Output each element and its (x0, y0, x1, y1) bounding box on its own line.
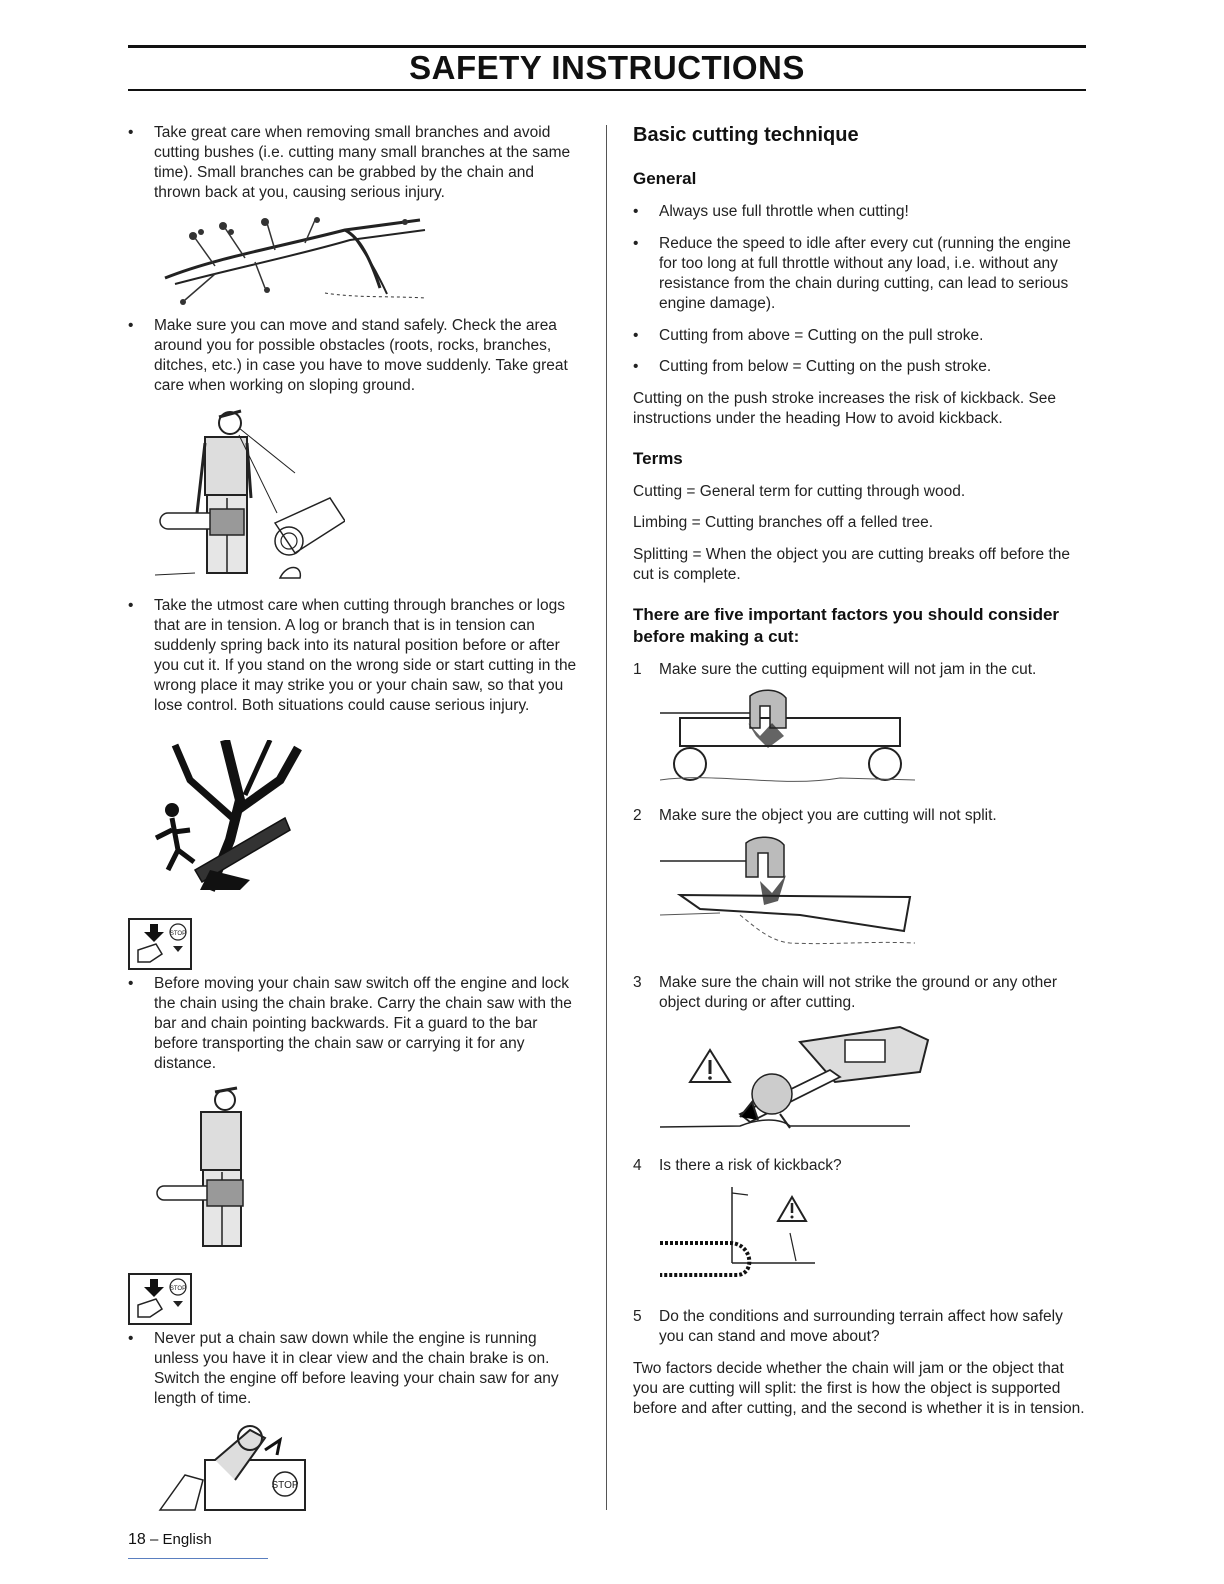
general-bullet: • Always use full throttle when cutting! (633, 203, 909, 220)
factor-item: 2 Make sure the object you are cutting will not split. (633, 807, 997, 824)
figure-jam-in-cut (660, 688, 915, 788)
page-title: SAFETY INSTRUCTIONS (409, 49, 805, 86)
figure-object-split (660, 835, 920, 955)
bullet-small-branches: • Take great care when removing small branches and avoid cutting bushes (i.e. cutting many small branches at the same time). Small branches can be grabbed by the chain and thrown back at you, causing serious injury. (128, 124, 571, 201)
factor-number: 5 (633, 1308, 642, 1325)
footer-language: English (162, 1531, 212, 1548)
general-bullet: • Reduce the speed to idle after every cut (running the engine for too long at full throttle without any load, i.e. without any resistance from the chain during cutting, can lead to serious engine damage). (633, 235, 1071, 312)
factor-number: 1 (633, 661, 642, 678)
stop-label: STOP (169, 1286, 187, 1292)
page-footer (128, 1531, 212, 1549)
figure-branch-illustration (155, 208, 440, 308)
chain-brake-stop-icon-2 (128, 1273, 192, 1325)
bullet-dot: • (128, 975, 134, 992)
bullet-dot: • (633, 358, 639, 375)
general-bullet: • Cutting from above = Cutting on the pull stroke. (633, 327, 984, 344)
figure-branch-spring-back (150, 740, 310, 900)
bullet-never-put-down: • Never put a chain saw down while the engine is running unless you have it in clear view and the chain brake is on. Switch the engine off before leaving your chain saw for any length of time. (128, 1330, 559, 1407)
term-item: Splitting = When the object you are cutting breaks off before the cut is complete. (633, 546, 1070, 583)
factor-item: 1 Make sure the cutting equipment will not jam in the cut. (633, 661, 1037, 678)
bullet-dot: • (633, 203, 639, 220)
factor-item: 5 Do the conditions and surrounding terrain affect how safely you can stand and move about? (633, 1308, 1063, 1345)
bullet-dot: • (633, 327, 639, 344)
footer-separator: – (145, 1531, 163, 1548)
bullet-before-moving: • Before moving your chain saw switch off the engine and lock the chain using the chain brake. Carry the chain saw with the bar and chain pointing backwards. Fit a guard to the bar before transporting the chain saw or carrying it for any distance. (128, 975, 572, 1072)
figure-kickback-zone (660, 1183, 820, 1283)
figure-operator-check-area (155, 403, 345, 583)
factor-number: 4 (633, 1157, 642, 1174)
term-item: Cutting = General term for cutting through wood. (633, 483, 966, 500)
bullet-dot: • (128, 124, 134, 141)
bullet-tension: • Take the utmost care when cutting through branches or logs that are in tension. A log or branch that is in tension can suddenly spring back into its natural position before or after you cut it. If you stand on the wrong side or start cutting in the wrong place it may strike you or your chain saw, so that you lose control. Both situations could cause serious injury. (128, 597, 577, 714)
stop-label: STOP (169, 931, 187, 937)
kickback-note: Cutting on the push stroke increases the risk of kickback. See instructions under the heading How to avoid kickback. (633, 390, 1057, 427)
header-bottom-rule (128, 89, 1086, 91)
term-item: Limbing = Cutting branches off a felled tree. (633, 514, 933, 531)
bullet-dot: • (128, 1330, 134, 1347)
terms-heading: Terms (633, 449, 683, 468)
bullet-dot: • (633, 235, 639, 252)
bullet-move-stand-safely: • Make sure you can move and stand safely. Check the area around you for possible obstacles (roots, rocks, branches, ditches, etc.) in case you have to move suddenly. Take great care when working on sloping ground. (128, 317, 568, 394)
factor-item: 4 Is there a risk of kickback? (633, 1157, 842, 1174)
figure-chain-strike-ground (660, 1022, 935, 1132)
bullet-dot: • (128, 597, 134, 614)
page-number: 18 (128, 1531, 146, 1548)
general-bullet: • Cutting from below = Cutting on the push stroke. (633, 358, 992, 375)
chain-brake-stop-icon (128, 918, 192, 970)
figure-operator-carrying-saw (155, 1080, 265, 1250)
factor-number: 3 (633, 974, 642, 991)
factors-heading: There are five important factors you should consider before making a cut: (633, 605, 1060, 646)
figure-engine-switch-off (155, 1420, 315, 1515)
column-divider (606, 125, 607, 1510)
factor-item: 3 Make sure the chain will not strike the ground or any other object during or after cutting. (633, 974, 1058, 1011)
section-title: Basic cutting technique (633, 124, 859, 146)
footer-underline (128, 1558, 268, 1559)
bullet-dot: • (128, 317, 134, 334)
factor-number: 2 (633, 807, 642, 824)
stop-label: STOP (271, 1480, 299, 1491)
general-heading: General (633, 169, 697, 188)
factors-closing-paragraph: Two factors decide whether the chain will jam or the object that you are cutting will split: the first is how the object is supported before and after cutting, and the second is whether it is in tension. (633, 1360, 1085, 1417)
